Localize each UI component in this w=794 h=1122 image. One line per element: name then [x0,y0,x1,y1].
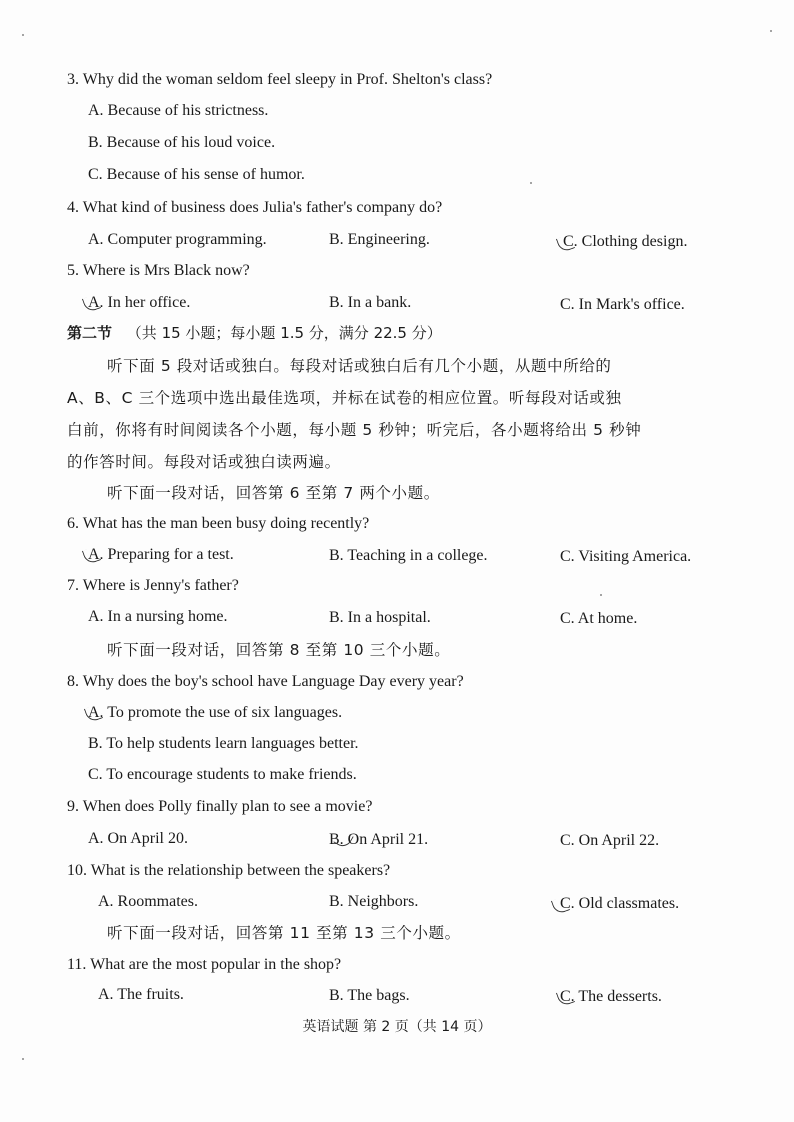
question-5-stem: 5. Where is Mrs Black now? [67,262,250,279]
question-6-option-c: C. Visiting America. [560,548,692,565]
question-5-option-c: C. In Mark's office. [560,296,685,313]
question-6-option-a: A. Preparing for a test. [88,546,234,563]
question-7-option-c: C. At home. [560,610,638,627]
question-4-option-c: C. Clothing design. [563,233,688,250]
question-10-option-a: A. Roommates. [98,893,198,910]
question-10-option-b: B. Neighbors. [329,893,419,910]
scan-speck [600,594,602,596]
instructions-line-4: 的作答时间。每段对话或独白读两遍。 [67,453,341,471]
section-heading [67,321,442,345]
instructions-line-1: 听下面 5 段对话或独白。每段对话或独白后有几个小题，从题中所给的 [107,357,612,375]
question-4-option-a: A. Computer programming. [88,231,267,248]
question-3-option-b: B. Because of his loud voice. [88,134,276,151]
question-4-option-b: B. Engineering. [329,231,430,248]
section-info: （共 15 小题；每小题 1.5 分，满分 22.5 分） [126,324,442,342]
scan-speck [530,182,532,184]
instructions-line-3: 白前，你将有时间阅读各个小题，每小题 5 秒钟；听完后，各小题将给出 5 秒钟 [67,421,642,439]
question-11-stem: 11. What are the most popular in the shop? [67,956,342,973]
question-8-option-b: B. To help students learn languages better. [88,735,359,752]
question-8-stem: 8. Why does the boy's school have Language Day every year? [67,673,464,690]
direction-8-10: 听下面一段对话，回答第 8 至第 10 三个小题。 [107,641,451,659]
question-5-option-b: B. In a bank. [329,294,412,311]
question-9-option-a: A. On April 20. [88,830,188,847]
question-9-option-b: B. On April 21. [329,831,429,848]
question-6-stem: 6. What has the man been busy doing recently? [67,515,370,532]
question-7-option-a: A. In a nursing home. [88,608,228,625]
question-10-option-c: C. Old classmates. [560,895,680,912]
question-11-option-b: B. The bags. [329,987,410,1004]
question-11-option-c: C. The desserts. [560,988,662,1005]
scan-speck [22,34,24,36]
question-10-stem: 10. What is the relationship between the speakers? [67,862,391,879]
section-title: 第二节 [67,324,113,342]
question-8-option-a: A. To promote the use of six languages. [88,704,343,721]
question-7-option-b: B. In a hospital. [329,609,431,626]
direction-11-13: 听下面一段对话，回答第 11 至第 13 三个小题。 [107,924,461,942]
question-9-stem: 9. When does Polly finally plan to see a movie? [67,798,373,815]
question-7-stem: 7. Where is Jenny's father? [67,577,239,594]
question-6-option-b: B. Teaching in a college. [329,547,488,564]
question-3-option-c: C. Because of his sense of humor. [88,166,305,183]
question-5-option-a: A. In her office. [88,294,191,311]
direction-6-7: 听下面一段对话，回答第 6 至第 7 两个小题。 [107,484,440,502]
question-11-option-a: A. The fruits. [98,986,184,1003]
scan-speck [22,1058,24,1060]
page-footer: 英语试题 第 2 页（共 14 页） [302,1019,492,1035]
instructions-line-2: A、B、C 三个选项中选出最佳选项，并标在试卷的相应位置。听每段对话或独 [67,389,622,407]
question-3-option-a: A. Because of his strictness. [88,102,269,119]
scan-speck [770,30,772,32]
question-4-stem: 4. What kind of business does Julia's father's company do? [67,199,443,216]
question-3-stem: 3. Why did the woman seldom feel sleepy in Prof. Shelton's class? [67,71,493,88]
question-8-option-c: C. To encourage students to make friends. [88,766,357,783]
question-9-option-c: C. On April 22. [560,832,660,849]
